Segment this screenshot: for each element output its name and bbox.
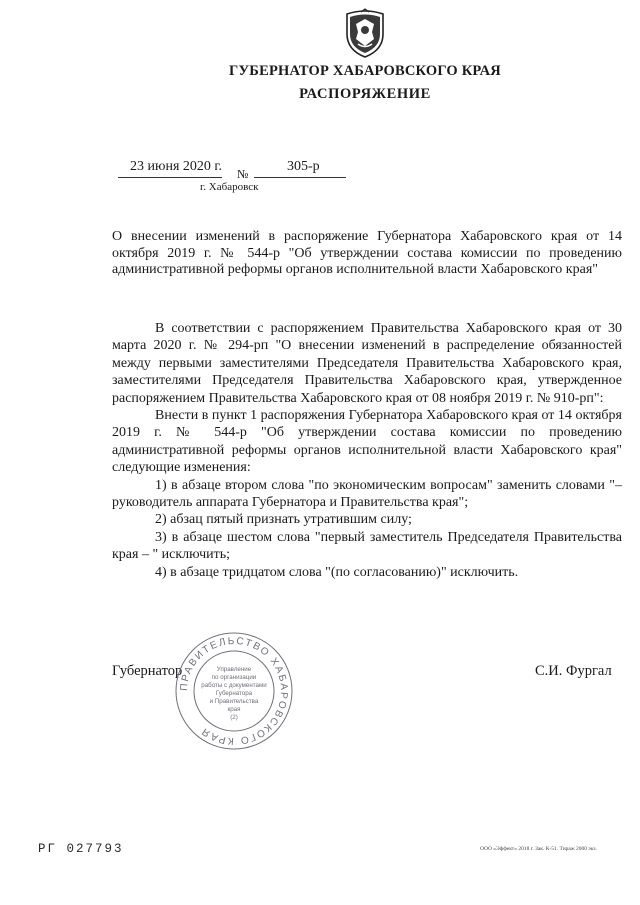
body-paragraph: 3) в абзаце шестом слова "первый заместитель Председателя Правительства края – " исключить; — [112, 529, 622, 563]
stamp-line: края — [227, 706, 241, 713]
stamp-line: по организации — [211, 674, 257, 681]
printer-imprint: ООО «Эффект» 2018 г. Зак. К-51. Тираж 2000 экз. — [480, 846, 597, 852]
document-number: 305-р — [287, 159, 320, 174]
number-underline — [254, 177, 346, 178]
signatory-name: С.И. Фургал — [535, 663, 612, 679]
document-date: 23 июня 2020 г. — [130, 159, 223, 174]
stamp-line: Управление — [216, 666, 252, 673]
body-paragraph: В соответствии с распоряжением Правительства Хабаровского края от 30 марта 2020 г. № 294-рп "О внесении изменений в распределение обязанностей между первыми заместителями Председателя Правительства Хабаровского края, заместителями Председателя Правительства Хабаровского края, утвержденное распоряжением Правительства Хабаровского края от 08 ноября 2019 г. № 910-рп": — [112, 321, 622, 406]
body-paragraph: 2) абзац пятый признать утратившим силу; — [155, 512, 412, 528]
issuer-title: ГУБЕРНАТОР ХАБАРОВСКОГО КРАЯ — [229, 63, 501, 79]
number-sign: № — [237, 167, 249, 181]
date-number-row — [0, 155, 640, 183]
document-type: РАСПОРЯЖЕНИЕ — [299, 86, 431, 102]
stamp-line: и Правительства — [209, 698, 259, 705]
body-paragraph: 4) в абзаце тридцатом слова "(по согласованию)" исключить. — [155, 564, 519, 580]
stamp-ring-text: ПРАВИТЕЛЬСТВО ХАБАРОВСКОГО КРАЯ — [178, 635, 290, 747]
stamp-line: (2) — [230, 714, 238, 721]
coat-of-arms-icon — [343, 8, 387, 58]
document-subject: О внесении изменений в распоряжение Губернатора Хабаровского края от 14 октября 2019 г. № 544-р "Об утверждении состава комиссии по проведению административной реформы органов исполнительной власти Хабаровского края" — [112, 229, 622, 277]
date-underline — [118, 177, 222, 178]
signatory-position: Губернатор — [112, 663, 183, 679]
official-stamp-icon — [172, 629, 296, 753]
stamp-line: Губернатора — [215, 690, 253, 697]
stamp-line: работы с документами — [201, 682, 267, 689]
document-city: г. Хабаровск — [200, 181, 259, 193]
body-paragraph: Внести в пункт 1 распоряжения Губернатора Хабаровского края от 14 октября 2019 г. № 544-р "Об утверждении состава комиссии по проведению административной реформы органов исполнительной власти Хабаровского края" следующие изменения: — [112, 408, 622, 476]
body-paragraph: 1) в абзаце втором слова "по экономическим вопросам" заменить словами "– руководитель аппарата Губернатора и Правительства края"; — [112, 477, 622, 511]
form-serial-number: РГ 027793 — [38, 842, 124, 856]
document-body — [112, 320, 622, 581]
